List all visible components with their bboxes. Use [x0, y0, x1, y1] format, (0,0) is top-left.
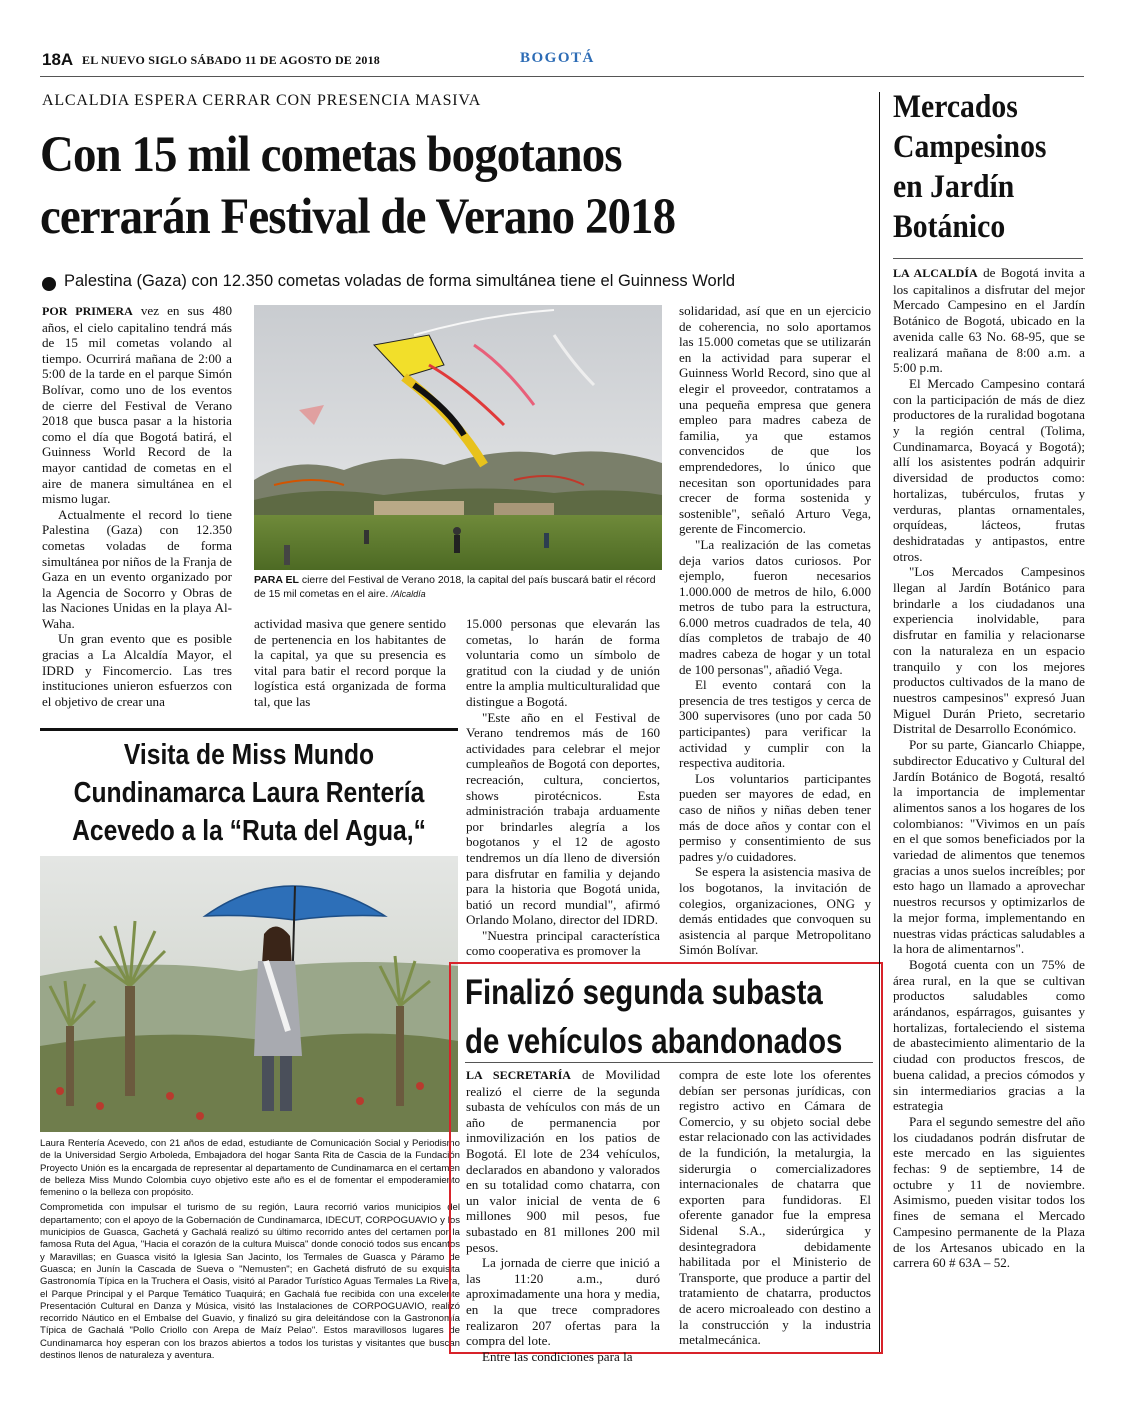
kite-photo-illustration [254, 305, 662, 570]
page-number: 18A [42, 50, 74, 69]
miss-story-p1: Laura Rentería Acevedo, con 21 años de edad, estudiante de Comunicación Social y Periodismo de la Universidad Sergio Arboleda, Embajadora del hogar Santa Rita de Cascia de la Fundación Proyecto Unión es la encargada de representar al departamento de Cundinamarca en el certamen de belleza Miss Mundo Colombia cuyo objetivo este año es el de fomentar el empoderamiento femenino o la belleza con propósito. [40, 1138, 460, 1199]
kite-caption-text: cierre del Festival de Verano 2018, la capital del país buscará batir el récord de 15 mil cometas en el aire. [254, 574, 656, 600]
kite-festival-photo [254, 305, 662, 570]
miss-story-rule [40, 728, 458, 731]
subasta-col1-lead: LA SECRETARÍA [466, 1068, 571, 1082]
right-column-divider [879, 92, 880, 1352]
right-p1-text: de Bogotá invita a los capitalinos a disfrutar del mejor Mercado Campesino en el Jardín Botánico de Bogotá, ubicado en la avenida calle 63 No. 68-95, que se realizará mañana de 8:00 a.m. a 5:00 p.m. [893, 265, 1085, 376]
main-col1-p2: Actualmente el record lo tiene Palestina (Gaza) con 12.350 cometas voladas de forma simultánea por niños de la Franja de Gaza en un evento organizado por la Agencia de Socorro y Obras de las Naciones Unidas en la playa Al-Waha. [42, 506, 232, 631]
subasta-title-line2: de vehículos abandonados [465, 1022, 843, 1061]
right-p5: Bogotá cuenta con un 75% de área rural, en la que se cultivan productos saludables como arándanos, espárragos, guisantes y hortalizas, fortaleciendo el sistema de abastecimiento alimentario de la ciudad con productos frescos, de buena calidad, a precios cómodos y sin intermediarios gracias a la estrategia [893, 956, 1085, 1114]
main-column-3 [466, 616, 660, 958]
subasta-story-title [465, 968, 843, 1066]
bullet-icon [42, 277, 56, 291]
main-headline-line2: cerrarán Festival de Verano 2018 [40, 189, 676, 245]
right-story-column [893, 265, 1085, 1355]
kite-caption-lead: PARA EL [254, 574, 299, 586]
main-col4-p1: solidaridad, así que en un ejercicio de coherencia, no solo aportamos las 15.000 cometas que se utilizarán en la actividad para superar el Guinness World Record, sino que al elegir el proveedor, contratamos a una pequeña empresa que genera empleo para madres cabeza de familia, ya que estamos convencidos de que los emprendedores, lo único que necesitan son oportunidades para crecer de forma sostenida y sostenible", señaló Arturo Vega, gerente de Fincomercio. [679, 303, 871, 537]
subasta-col1-p1 [466, 1067, 660, 1255]
right-p2: El Mercado Campesino contará con la participación de más de diez productores de la ruralidad bogotana y la región central (Tolima, Cundinamarca, Boyacá y Bogotá); allí los asistentes podrán adquirir diversidad de productos como: hortalizas, tubérculos, frutas y verduras, plantas ornamentales, orquídeas, lácteos, frutas deshidratadas y antipastos, entre otros. [893, 375, 1085, 564]
right-lead: LA ALCALDÍA [893, 266, 978, 280]
right-story-title: Mercados Campesinos en Jardín Botánico [893, 89, 1047, 245]
subasta-col2-text: compra de este lote los oferentes debían ser personas jurídicas, con registro activo en Cámara de Comercio, y su objeto social debe estar relacionado con las actividades de la fundición, la metalurgia, la siderurgia o comercializadores internacionales de chatarra que exporten para fundidoras. El oferente ganador fue la empresa Sidenal S.A., siderúrgica y desintegradora debidamente habilitada por el Ministerio de Transporte, que produce a partir del tratamiento de chatarra, productos de acero microaleado con destino a la construcción y la industria metalmecánica. [679, 1067, 871, 1348]
subasta-title-line1: Finalizó segunda subasta [465, 973, 823, 1012]
main-col1-p1-text: vez en sus 480 años, el cielo capitalino tendrá más de 15 mil cometas volando al tiempo. Ocurrirá mañana de 2:00 a 5:00 de la tarde en el parque Simón Bolívar, como uno de los eventos de cierre del Festival de Verano 2018 que busca pasar a la historia como el día que Bogotá batirá, el Guinness World Record de la mayor cantidad de cometas en el aire de manera simultánea en el mismo lugar. [42, 303, 232, 507]
right-p3: "Los Mercados Campesinos llegan al Jardín Botánico para brindarle a los ciudadanos una experiencia inolvidable, para disfrutar en familia y relacionarse con la naturaleza en un espacio tranquilo y con los mejores productos cultivados de la mano de nuestros campesinos" expresó Juan Miguel Durán Prieto, secretario Distrital de Desarrollo Económico. [893, 564, 1085, 737]
section-name: BOGOTÁ [520, 50, 595, 66]
subasta-title-rule [465, 1062, 873, 1063]
main-headline-line1: Con 15 mil cometas bogotanos [40, 127, 622, 183]
main-col1-p1 [42, 303, 232, 507]
kite-photo-credit: /Alcaldía [391, 588, 426, 599]
main-col3-p1: 15.000 personas que elevarán las cometas, lo harán de forma voluntaria como un símbolo de gratitud con la ciudad y de unión entre la amplia multiculturalidad que distingue a Bogotá. [466, 616, 660, 709]
miss-photo-illustration [40, 856, 458, 1132]
main-col1-lead: POR PRIMERA [42, 304, 133, 318]
main-col4-p4: Los voluntarios participantes pueden ser mayores de edad, en caso de niños y niñas deben tener más de doce años y contar con el permiso y consentimiento de sus padres y/o cuidadores. [679, 770, 871, 864]
subasta-col1-p3: Entre las condiciones para la [482, 1348, 633, 1364]
main-kicker: ALCALDIA ESPERA CERRAR CON PRESENCIA MASIVA [42, 92, 482, 109]
kite-photo-caption [254, 574, 666, 601]
main-column-2 [254, 616, 446, 716]
main-column-4 [679, 303, 871, 958]
subasta-col1-p1-text: de Movilidad realizó el cierre de la segunda subasta de vehículos con más de un año de permanencia por inmovilización en los patios de Bogotá. El lote de 234 vehículos, declarados en abandono y valorados en su totalidad como chatarra, con un valor inicial de venta de 6 millones 900 mil pesos, fue subastado en 81 millones 200 mil pesos. [466, 1067, 660, 1255]
miss-mundo-photo [40, 856, 458, 1132]
main-subheadline: Palestina (Gaza) con 12.350 cometas voladas de forma simultánea tiene el Guinness World [64, 272, 736, 290]
right-p4: Por su parte, Giancarlo Chiappe, subdirector Educativo y Cultural del Jardín Botánico de Bogotá, resaltó la importancia de implementar alimentos sanos a los hogares de los colombianos: "Vivimos en un país en el que somos beneficiados por la variedad de alimentos que tenemos gracias a unos suelos increíbles; por esto hago un llamado a aprovechar nuestros recursos y optimizarlos de la mejor forma, implementando en nuestras vidas prácticas saludables a la hora de alimentarnos". [893, 737, 1085, 957]
masthead-date: EL NUEVO SIGLO SÁBADO 11 DE AGOSTO DE 2018 [82, 53, 381, 67]
subasta-col1-p2: La jornada de cierre que inició a las 11:20 a.m., duró aproximadamente una hora y media, en la que trece compradores realizaron 207 ofertas para la compra del lote. [466, 1255, 660, 1349]
right-p6: Para el segundo semestre del año los ciudadanos podrán disfrutar de este mercado en las siguientes fechas: 9 de septiembre, 14 de octubre y 11 de noviembre. Asimismo, pueden visitar todos los fines de semana el Mercado Campesino permanente de la Plaza de los Artesanos ubicado en la carrera 60 # 63A – 52. [893, 1113, 1085, 1271]
subasta-column-2 [679, 1067, 871, 1349]
right-title-rule [893, 258, 1083, 259]
main-col2-text: actividad masiva que genere sentido de pertenencia en los habitantes de la capital, ya que su presencia es vital para batir el record porque la logística está organizada de forma tal, que las [254, 616, 446, 709]
main-col4-p3: El evento contará con la presencia de tres testigos y cerca de 300 supervisores (uno por cada 50 participantes) para verificar la actividad y cumplir con la respectiva auditoria. [679, 677, 871, 771]
miss-story-text [40, 1138, 460, 1365]
main-col4-p5: Se espera la asistencia masiva de los bogotanos, la invitación de colegios, organizaciones, ONG y demás entidades que convoquen su asistencia al parque Metropolitano Simón Bolívar. [679, 864, 871, 958]
main-col3-p3: "Nuestra principal característica como cooperativa es promover la [466, 927, 660, 959]
miss-story-title: Visita de Miss Mundo Cundinamarca Laura Rentería Acevedo a la “Ruta del Agua,“ [72, 739, 426, 847]
header-rule [40, 76, 1084, 77]
right-p1 [893, 265, 1085, 376]
main-col4-p2: "La realización de las cometas deja varios datos curiosos. Por ejemplo, fueron necesarios 1.000.000 de metros de hilo, 6.000 metros de tubo para la estructura, 6.000 metros cuadrados de tela, 40 días completos de trabajo de 40 madres cabeza de hogar y un total de 100 personas", añadió Vega. [679, 536, 871, 677]
miss-story-p2: Comprometida con impulsar el turismo de su región, Laura recorrió varios municipios del departamento; con el apoyo de la Gobernación de Cundinamarca, IDECUT, CORPOGUAVIO y los municipios de Guasca, Gachetá y Gachalá realizó su último recorrido antes del certamen por la famosa Ruta del Agua, "Hacia el corazón de la cultura Muisca" donde conoció todos sus encantos y Maravillas; en Guasca visitó la Iglesia San Jacinto, los Termales de Guasca y Páramo de Guasca; en Junín la Cascada de Sueva o "Nemusten"; en Gachetá disfrutó de su exquisita Gastronomía Típica en la Truchera el Oasis, visitó al Parador Turístico Aguas Termales La Rivera, el Parque Principal y el Parque Temático Tuaquirá; en Gachalá fue recibida con una excelente Presentación Cultural en Danza y Música, visitó las Instalaciones de CORPOGUAVIO, realizó recorrido Náutico en el Embalse del Guavio, y finalizó su gira deleitándose con la Gastronomía Típica de Gachalá "Pollo Criollo con Arepa de Maíz Pelao". Estos maravillosos lugares de Cundinamarca hoy esperan con los brazos abiertos a todos los turistas y visitantes que buscan destinos llenos de naturaleza y aventura. [40, 1202, 460, 1362]
main-col3-p2: "Este año en el Festival de Verano tendremos más de 160 actividades para celebrar el mejor cumpleaños de Bogotá con deportes, recreación, cultura, conciertos, shows pirotécnicos. Esta administración trabaja arduamente por brindarles alegría a los bogotanos y el 12 de agosto tendremos un día lleno de diversión para disfrutar en familia y dejando para la historia que Bogotá unida, batió un record mundial", afirmó Orlando Molano, director del IDRD. [466, 709, 660, 928]
main-col1-p3: Un gran evento que es posible gracias a La Alcaldía Mayor, el IDRD y Fincomercio. Las tres instituciones unieron esfuerzos con el objetivo de crear una [42, 631, 232, 709]
main-column-1 [42, 303, 232, 713]
main-headline [40, 124, 776, 248]
subasta-column-1 [466, 1067, 660, 1364]
